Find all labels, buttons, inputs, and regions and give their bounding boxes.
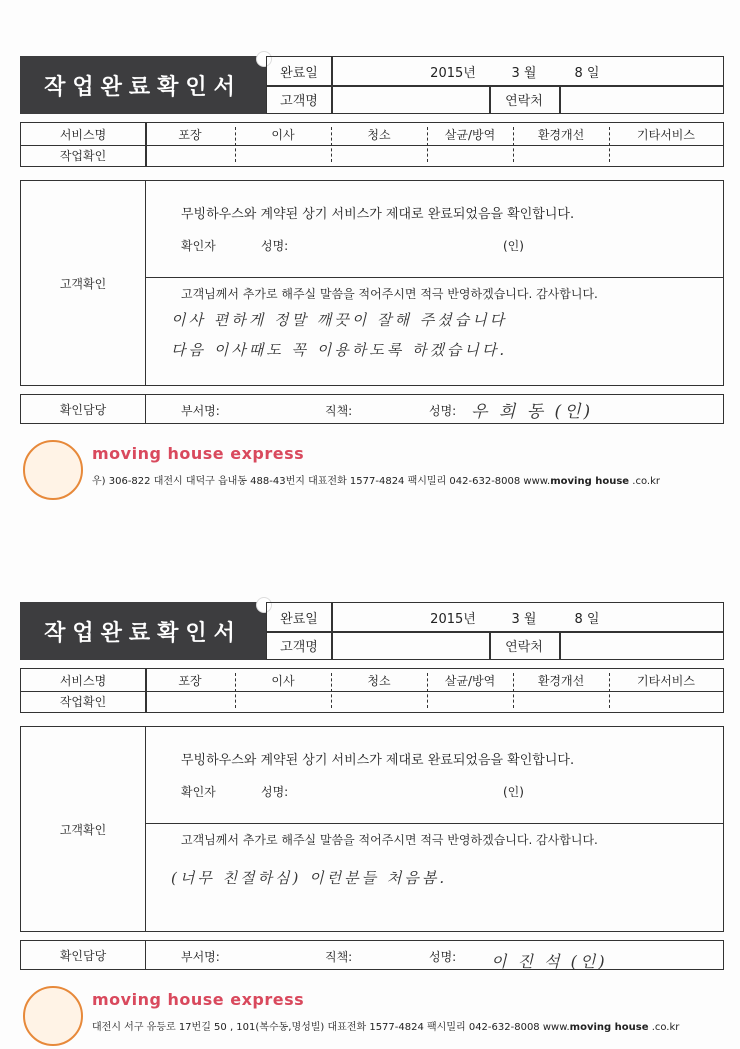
date-month: 3 월 xyxy=(511,611,537,627)
completion-date-label: 완료일 xyxy=(280,65,318,81)
brand-name: moving house express xyxy=(92,990,305,1009)
service-other: 기타서비스 xyxy=(637,127,695,142)
completion-date-label: 완료일 xyxy=(280,611,318,627)
moving-house-logo-icon xyxy=(23,440,83,500)
work-confirm-label: 작업확인 xyxy=(59,695,107,709)
service-other: 기타서비스 xyxy=(637,673,695,688)
position-label: 직책: xyxy=(325,950,353,964)
confirm-statement: 무빙하우스와 계약된 상기 서비스가 제대로 완료되었음을 확인합니다. xyxy=(181,207,575,222)
position-label: 직책: xyxy=(325,404,353,418)
service-sterilize: 살균/방역 xyxy=(444,127,496,142)
staff-confirm-label: 확인담당 xyxy=(21,941,146,969)
service-moving: 이사 xyxy=(271,127,295,142)
staff-confirm-row xyxy=(20,940,724,970)
service-packing: 포장 xyxy=(178,673,202,688)
completion-form-1 xyxy=(20,56,724,496)
staff-confirm-label: 확인담당 xyxy=(21,395,146,423)
confirmer-label: 확인자 xyxy=(181,239,216,253)
staff-name-label: 성명: xyxy=(429,950,457,964)
service-cleaning: 청소 xyxy=(367,673,391,688)
service-packing: 포장 xyxy=(178,127,202,142)
moving-house-logo-icon xyxy=(23,986,83,1046)
customer-confirm-section xyxy=(20,180,724,386)
seal-label: (인) xyxy=(503,785,524,799)
comment-prompt: 고객님께서 추가로 해주실 말씀을 적어주시면 적극 반영하겠습니다. 감사합니다. xyxy=(181,833,598,847)
date-day: 8 일 xyxy=(574,611,600,627)
date-month: 3 월 xyxy=(511,65,537,81)
staff-name-label: 성명: xyxy=(429,404,457,418)
confirmer-name-label: 성명: xyxy=(261,239,289,253)
handwritten-comment: 이사 편하게 정말 깨끗이 잘해 주셨습니다 xyxy=(171,311,508,329)
contact-label: 연락처 xyxy=(505,639,543,655)
footer xyxy=(20,986,724,1046)
handwritten-comment: (너무 친절하심) 이런분들 처음봄. xyxy=(171,869,448,887)
staff-signature: 이 진 석 (인) xyxy=(491,952,608,971)
form-title: 작업완료확인서 xyxy=(20,602,266,660)
service-environment: 환경개선 xyxy=(537,127,585,142)
service-cleaning: 청소 xyxy=(367,127,391,142)
date-year: 2015년 xyxy=(430,65,476,81)
customer-confirm-section xyxy=(20,726,724,932)
date-year: 2015년 xyxy=(430,611,476,627)
customer-confirm-label: 고객확인 xyxy=(21,727,146,931)
brand-name: moving house express xyxy=(92,444,305,463)
service-environment: 환경개선 xyxy=(537,673,585,688)
comment-prompt: 고객님께서 추가로 해주실 말씀을 적어주시면 적극 반영하겠습니다. 감사합니다. xyxy=(181,287,598,301)
header-grid xyxy=(266,602,724,660)
service-moving: 이사 xyxy=(271,673,295,688)
dept-label: 부서명: xyxy=(181,404,220,418)
address-line: 대전시 서구 유등로 17번길 50 , 101(복수동,명성빌) 대표전화 1577-4824 팩시밀리 042-632-8008 www.moving house .co.kr xyxy=(92,1022,680,1033)
seal-label: (인) xyxy=(503,239,524,253)
address-line: 우) 306-822 대전시 대덕구 읍내동 488-43번지 대표전화 1577-4824 팩시밀리 042-632-8008 www.moving house .co.kr xyxy=(92,476,660,487)
service-table xyxy=(20,668,724,713)
work-confirm-label: 작업확인 xyxy=(59,149,107,163)
staff-signature: 우 희 동 (인) xyxy=(471,402,594,422)
confirmer-name-label: 성명: xyxy=(261,785,289,799)
footer xyxy=(20,440,724,500)
completion-form-2 xyxy=(20,602,724,1042)
confirmer-label: 확인자 xyxy=(181,785,216,799)
customer-name-label: 고객명 xyxy=(280,639,318,655)
staff-confirm-row xyxy=(20,394,724,424)
form-title: 작업완료확인서 xyxy=(20,56,266,114)
contact-label: 연락처 xyxy=(505,93,543,109)
service-sterilize: 살균/방역 xyxy=(444,673,496,688)
customer-name-label: 고객명 xyxy=(280,93,318,109)
handwritten-comment: 다음 이사때도 꼭 이용하도록 하겠습니다. xyxy=(171,341,508,359)
service-header: 서비스명 xyxy=(59,673,107,688)
confirm-statement: 무빙하우스와 계약된 상기 서비스가 제대로 완료되었음을 확인합니다. xyxy=(181,753,575,768)
dept-label: 부서명: xyxy=(181,950,220,964)
header-grid xyxy=(266,56,724,114)
customer-confirm-label: 고객확인 xyxy=(21,181,146,385)
date-day: 8 일 xyxy=(574,65,600,81)
service-table xyxy=(20,122,724,167)
service-header: 서비스명 xyxy=(59,127,107,142)
